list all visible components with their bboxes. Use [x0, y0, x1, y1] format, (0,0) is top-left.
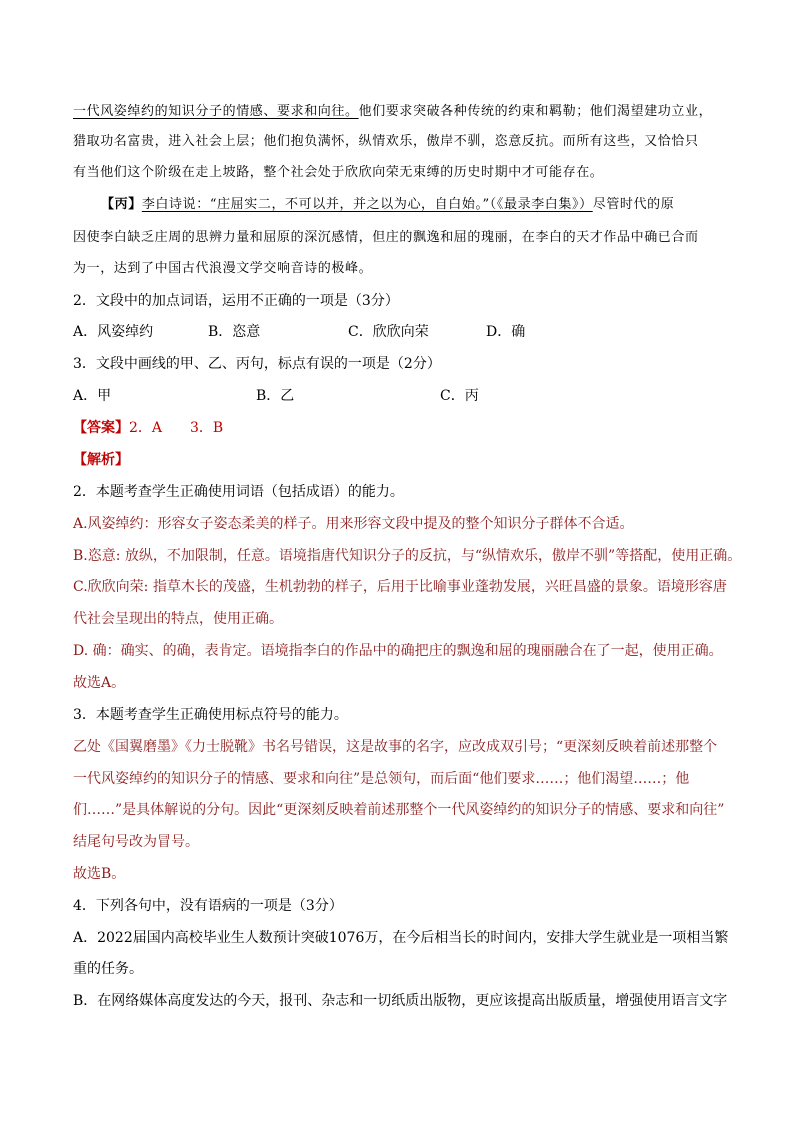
passage-text: 尽管时代的原 [592, 197, 675, 212]
question-4-option-b-1: B．在网络媒体高度发达的今天，报刊、杂志和一切纸质出版物，更应该提高出版质量，增强使用语言文字 [73, 993, 728, 1009]
question-4-option-a-1: A．2022届国内高校毕业生人数预计突破1076万，在今后相当长的时间内，安排大学生就业是一项相当繁 [73, 930, 729, 946]
analysis-q2-option-a: A.风姿绰约：形容女子姿态柔美的样子。用来形容文段中提及的整个知识分子群体不合适。 [73, 516, 634, 532]
answer-line [73, 418, 754, 438]
analysis-q2-pick: 故选A。 [73, 675, 126, 691]
question-4-stem: 4．下列各句中，没有语病的一项是（3分） [73, 898, 343, 914]
bing-tag: 【丙】 [101, 197, 142, 212]
jia-sentence-underlined: 一代风姿绰约的知识分子的情感、要求和向往。 [73, 104, 359, 119]
answer-values: 2．A 3．B [129, 420, 224, 436]
analysis-q3-line-3: 们……”是具体解说的分句。因此“更深刻反映着前述那整个一代风姿绰约的知识分子的情感、要求和向往” [73, 802, 725, 818]
analysis-q3-line-4: 结尾句号改为冒号。 [73, 834, 199, 850]
analysis-q3-line-2: 一代风姿绰约的知识分子的情感、要求和向往”是总领句，而后面“他们要求……；他们渴望……；他 [73, 771, 690, 787]
passage-line-3: 有当他们这个阶级在走上坡路，整个社会处于欣欣向荣无束缚的历史时期中才可能存在。 [73, 165, 604, 180]
option-c: C．欣欣向荣 [348, 324, 429, 340]
option-d: D．确 [486, 324, 526, 340]
analysis-q3-line-1: 乙处《国翼磨墨》《力士脱靴》书名号错误，这是故事的名字，应改成双引号；“更深刻反映着前述那整个 [73, 739, 718, 755]
option-b: B．乙 [256, 388, 295, 404]
option-a: A．风姿绰约 [73, 324, 154, 340]
passage-line-6: 为一，达到了中国古代浪漫文学交响音诗的极峰。 [73, 261, 373, 276]
question-2-stem: 2．文段中的加点词语，运用不正确的一项是（3分） [73, 293, 399, 309]
question-4-option-a-2: 重的任务。 [73, 961, 143, 977]
option-b: B．恣意 [208, 324, 261, 340]
analysis-q2-option-b: B.恣意: 放纵，不加限制，任意。语境指唐代知识分子的反抗，与“纵情欢乐，傲岸不驯”等搭配，使用正确。 [73, 548, 742, 564]
analysis-q3-head: 3．本题考查学生正确使用标点符号的能力。 [73, 707, 348, 723]
option-c: C．丙 [440, 388, 479, 404]
passage-line-1 [73, 102, 754, 122]
passage-text: 他们要求突破各种传统的约束和羁勒；他们渴望建功立业， [358, 104, 713, 119]
analysis-q3-pick: 故选B。 [73, 866, 126, 882]
question-3-stem: 3．文段中画线的甲、乙、丙句，标点有误的一项是（2分） [73, 356, 441, 372]
option-a: A．甲 [73, 388, 112, 404]
question-2-options [73, 322, 754, 342]
passage-line-4 [101, 195, 754, 215]
analysis-tag: 【解析】 [73, 452, 129, 468]
analysis-q2-option-d: D. 确：确实、的确，表肯定。语境指李白的作品中的确把庄的飘逸和屈的瑰丽融合在了一起，使用正确。 [73, 643, 723, 659]
analysis-q2-head: 2．本题考查学生正确使用词语（包括成语）的能力。 [73, 484, 404, 500]
passage-line-2: 猎取功名富贵，进入社会上层；他们抱负满怀，纵情欢乐，傲岸不驯，恣意反抗。而所有这些，又恰恰只 [73, 134, 699, 149]
bing-sentence-underlined: 李白诗说：“庄屈实二，不可以并，并之以为心，自白始。”（《最录李白集》） [141, 197, 593, 212]
question-3-options [73, 386, 754, 406]
analysis-q2-option-c-2: 代社会呈现出的特点，使用正确。 [73, 611, 283, 627]
passage-line-5: 因使李白缺乏庄周的思辨力量和屈原的深沉感情，但庄的飘逸和屈的瑰丽，在李白的天才作品中确已合而 [73, 230, 699, 245]
answer-tag: 【答案】 [73, 420, 129, 436]
analysis-q2-option-c-1: C.欣欣向荣: 指草木长的茂盛，生机勃勃的样子，后用于比喻事业蓬勃发展，兴旺昌盛的景象。语境形容唐 [73, 579, 727, 595]
